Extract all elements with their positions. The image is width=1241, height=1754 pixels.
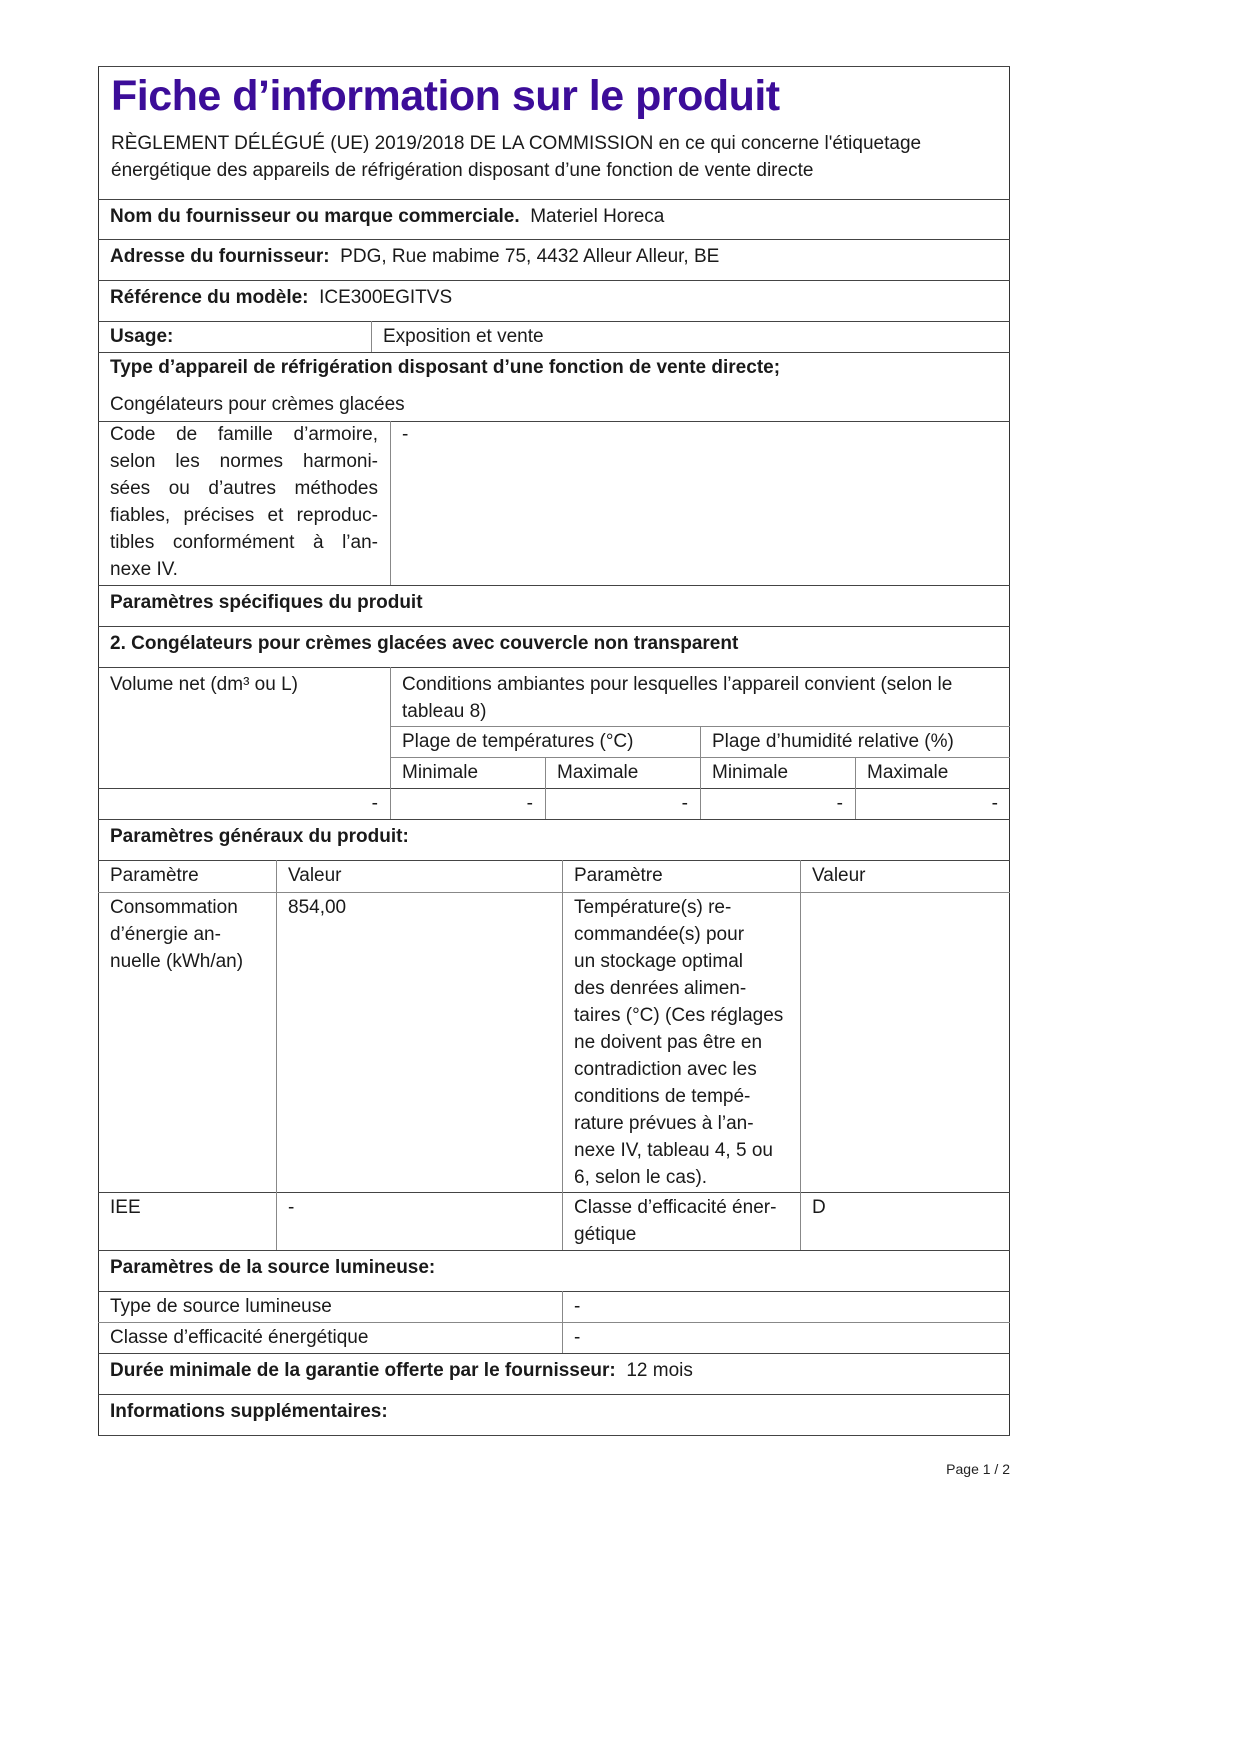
- humidity-max-value: -: [991, 793, 998, 814]
- humidity-max-label: Maximale: [867, 762, 949, 783]
- model-reference-label: Référence du modèle:: [110, 287, 309, 308]
- usage-value: Exposition et vente: [383, 326, 544, 347]
- label-line: nuelle (kWh/an): [110, 951, 244, 972]
- supplier-address-row: [98, 239, 1010, 280]
- label-line: ne doivent pas être en: [574, 1032, 763, 1053]
- usage-label: Usage:: [110, 326, 174, 347]
- light-source-type-value: -: [574, 1296, 581, 1317]
- supplier-address-value: PDG, Rue mabime 75, 4432 Alleur Alleur, BE: [340, 246, 720, 267]
- cabinet-family-line: Code de famille d’armoire,: [110, 424, 378, 445]
- general-params-header: Paramètres généraux du produit:: [110, 826, 409, 847]
- cabinet-family-line: selon les normes harmoni-: [110, 451, 378, 472]
- model-reference-value: ICE300EGITVS: [319, 287, 453, 308]
- temp-min-value: -: [526, 793, 533, 814]
- cabinet-family-value: -: [402, 424, 409, 445]
- label-line: conditions de tempé-: [574, 1086, 751, 1107]
- cabinet-family-label: [98, 421, 390, 585]
- supplier-address-label: Adresse du fournisseur:: [110, 246, 330, 267]
- label-line: taires (°C) (Ces réglages: [574, 1005, 784, 1026]
- net-volume-value: -: [371, 793, 378, 814]
- label-line: contradiction avec les: [574, 1059, 757, 1080]
- humidity-min-value: -: [836, 793, 843, 814]
- column-header-parameter: Paramètre: [110, 865, 199, 886]
- recommended-temperature-value: [800, 892, 1010, 1192]
- cabinet-family-line: tibles conformément à l’an-: [110, 532, 378, 553]
- appliance-type-value: Congélateurs pour crèmes glacées: [110, 394, 405, 415]
- ambient-conditions-label: Conditions ambiantes pour lesquelles l’appareil convient (selon le tableau 8): [402, 674, 953, 722]
- page-number: Page 1 / 2: [946, 1461, 1010, 1477]
- cabinet-family-line: fiables, précises et reproduc-: [110, 505, 378, 526]
- supplier-name-row: [98, 199, 1010, 239]
- humidity-range-label: Plage d’humidité relative (%): [712, 731, 954, 752]
- label-line: d’énergie an-: [110, 924, 221, 945]
- temp-max-value: -: [681, 793, 688, 814]
- divider: [98, 1435, 1010, 1436]
- label-line: Consommation: [110, 897, 238, 918]
- label-line: commandée(s) pour: [574, 924, 745, 945]
- supplier-name-label: Nom du fournisseur ou marque commerciale.: [110, 206, 520, 227]
- annual-energy-label: [98, 892, 276, 1192]
- label-line: 6, selon le cas).: [574, 1167, 708, 1188]
- model-reference-row: [98, 280, 1010, 321]
- temp-max-label: Maximale: [557, 762, 639, 783]
- label-line: Classe d’efficacité éner-: [574, 1197, 777, 1218]
- cabinet-family-line: nexe IV.: [110, 559, 178, 580]
- energy-class-value: D: [812, 1197, 826, 1218]
- label-line: nexe IV, tableau 4, 5 ou: [574, 1140, 773, 1161]
- light-source-class-label: Classe d’efficacité énergétique: [110, 1327, 369, 1348]
- column-header-value: Valeur: [812, 865, 866, 886]
- label-line: Température(s) re-: [574, 897, 732, 918]
- column-header-value: Valeur: [288, 865, 342, 886]
- warranty-row: [98, 1353, 1010, 1394]
- annual-energy-value: 854,00: [288, 897, 347, 918]
- appliance-type-label: Type d’appareil de réfrigération disposant d’une fonction de vente directe;: [110, 357, 781, 378]
- label-line: rature prévues à l’an-: [574, 1113, 754, 1134]
- temp-min-label: Minimale: [402, 762, 479, 783]
- light-source-class-value: -: [574, 1327, 581, 1348]
- supplier-name-value: Materiel Horeca: [530, 206, 665, 227]
- net-volume-label: Volume net (dm³ ou L): [110, 674, 298, 695]
- category-header: 2. Congélateurs pour crèmes glacées avec couvercle non transparent: [110, 633, 739, 654]
- label-line: un stockage optimal: [574, 951, 743, 972]
- eei-value: -: [288, 1197, 295, 1218]
- column-header-parameter: Paramètre: [574, 865, 663, 886]
- regulation-subtitle: RÈGLEMENT DÉLÉGUÉ (UE) 2019/2018 DE LA COMMISSION en ce qui concerne l'étiquetage énergétique des appareils de réfrigération disposant d’une fonction de vente directe: [111, 133, 922, 181]
- label-line: gétique: [574, 1224, 637, 1245]
- energy-class-label: [562, 1192, 800, 1250]
- warranty-label: Durée minimale de la garantie offerte par le fournisseur:: [110, 1360, 616, 1381]
- light-source-header: Paramètres de la source lumineuse:: [110, 1257, 436, 1278]
- specific-params-header: Paramètres spécifiques du produit: [110, 592, 423, 613]
- recommended-temperature-label: [562, 892, 800, 1192]
- divider: [98, 66, 1010, 67]
- label-line: des denrées alimen-: [574, 978, 747, 999]
- humidity-min-label: Minimale: [712, 762, 789, 783]
- temperature-range-label: Plage de températures (°C): [402, 731, 634, 752]
- warranty-value: 12 mois: [626, 1360, 693, 1381]
- light-source-type-label: Type de source lumineuse: [110, 1296, 332, 1317]
- additional-info-label: Informations supplémentaires:: [110, 1401, 388, 1422]
- eei-label: IEE: [110, 1197, 141, 1218]
- cabinet-family-line: sées ou d’autres méthodes: [110, 478, 378, 499]
- page-title: Fiche d’information sur le produit: [111, 72, 780, 120]
